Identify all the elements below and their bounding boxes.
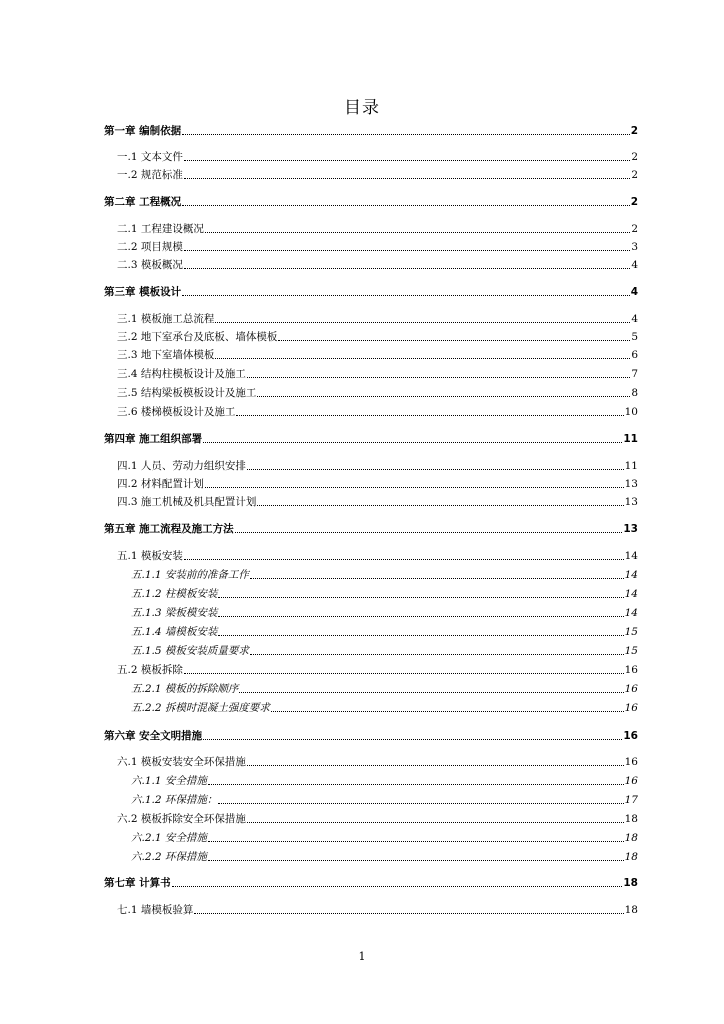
toc-entry[interactable]	[117, 549, 638, 563]
toc-entry[interactable]	[131, 568, 638, 582]
toc-entry-label: 一.2 规范标准	[117, 169, 183, 181]
toc-entry[interactable]	[131, 793, 638, 807]
toc-entry[interactable]	[131, 587, 638, 601]
toc-entry-page: 16	[623, 730, 638, 742]
toc-entry-page: 18	[623, 877, 638, 889]
toc-entry[interactable]	[131, 625, 638, 639]
toc-entry[interactable]	[117, 812, 638, 826]
toc-entry[interactable]	[131, 850, 638, 864]
toc-entry-page: 16	[624, 702, 638, 714]
toc-entry-page: 4	[631, 313, 638, 325]
toc-entry-page: 18	[624, 904, 638, 916]
toc-entry[interactable]	[117, 663, 638, 677]
toc-entry-page: 13	[624, 478, 638, 490]
toc-entry-label: 三.1 模板施工总流程	[117, 313, 215, 325]
toc-entry[interactable]	[117, 386, 638, 400]
toc-entry-page: 2	[631, 169, 638, 181]
leader-dots	[271, 711, 624, 712]
toc-entry-page: 8	[631, 387, 638, 399]
toc-entry-label: 三.5 结构梁板模板设计及施工	[117, 387, 257, 399]
toc-entry-chapter-5[interactable]	[104, 522, 638, 536]
toc-entry-page: 4	[631, 259, 638, 271]
toc-entry-page: 6	[631, 349, 638, 361]
toc-entry-page: 14	[624, 569, 638, 581]
leader-dots	[278, 340, 630, 341]
leader-dots	[184, 673, 624, 674]
leader-dots	[247, 822, 624, 823]
toc-entry-page: 5	[631, 331, 638, 343]
toc-entry-page: 16	[624, 775, 638, 787]
toc-entry-label: 三.6 楼梯模板设计及施工	[117, 406, 236, 418]
toc-entry-label: 三.2 地下室承台及底板、墙体模板	[117, 331, 278, 343]
toc-entry-label: 五.2 模板拆除	[117, 664, 183, 676]
toc-entry-page: 18	[624, 851, 638, 863]
toc-entry-label: 第四章 施工组织部署	[104, 433, 203, 445]
toc-entry-label: 五.1.2 柱模板安装	[131, 588, 218, 600]
leader-dots	[218, 803, 623, 804]
toc-entry-page: 7	[631, 368, 638, 380]
leader-dots	[184, 559, 624, 560]
toc-entry-page: 18	[624, 832, 638, 844]
leader-dots	[208, 784, 624, 785]
toc-entry-label: 六.2.2 环保措施	[131, 851, 207, 863]
toc-entry-label: 三.4 结构柱模板设计及施工	[117, 368, 246, 380]
leader-dots	[203, 739, 622, 740]
leader-dots	[250, 654, 624, 655]
toc-entry-chapter-7[interactable]	[104, 876, 638, 890]
toc-entry-label: 二.2 项目规模	[117, 241, 183, 253]
toc-entry-chapter-2[interactable]	[104, 195, 638, 209]
page-number: 1	[358, 950, 366, 963]
leader-dots	[182, 205, 630, 206]
toc-entry-label: 六.1.2 环保措施：	[131, 794, 218, 806]
toc-entry-chapter-1[interactable]	[104, 124, 638, 138]
toc-entry-label: 六.1 模板安装安全环保措施	[117, 756, 246, 768]
leader-dots	[236, 415, 623, 416]
leader-dots	[203, 442, 622, 443]
toc-entry[interactable]	[117, 348, 638, 362]
toc-entry[interactable]	[117, 459, 638, 473]
toc-entry-page: 2	[631, 223, 638, 235]
leader-dots	[184, 160, 630, 161]
leader-dots	[257, 396, 630, 397]
toc-entry-label: 五.1.5 模板安装质量要求	[131, 645, 249, 657]
toc-entry[interactable]	[131, 774, 638, 788]
toc-entry-label: 五.1 模板安装	[117, 550, 183, 562]
leader-dots	[247, 469, 624, 470]
toc-entry[interactable]	[131, 606, 638, 620]
toc-entry-label: 第七章 计算书	[104, 877, 171, 889]
toc-entry-page: 17	[624, 794, 638, 806]
leader-dots	[247, 765, 624, 766]
leader-dots	[182, 295, 630, 296]
toc-entry-page: 14	[624, 607, 638, 619]
toc-entry[interactable]	[117, 222, 638, 236]
leader-dots	[250, 578, 624, 579]
toc-entry-page: 2	[631, 151, 638, 163]
toc-entry-chapter-3[interactable]	[104, 285, 638, 299]
toc-entry[interactable]	[117, 405, 638, 419]
toc-entry-label: 五.2.2 拆模时混凝土强度要求	[131, 702, 270, 714]
toc-entry-label: 六.1.1 安全措施	[131, 775, 207, 787]
toc-entry-page: 2	[630, 125, 638, 137]
toc-title: 目录	[344, 98, 380, 118]
toc-entry-label: 第三章 模板设计	[104, 286, 182, 298]
toc-entry-page: 14	[624, 550, 638, 562]
toc-entry[interactable]	[117, 903, 638, 917]
toc-entry-page: 16	[624, 756, 638, 768]
leader-dots	[218, 597, 623, 598]
toc-entry-page: 11	[624, 460, 638, 472]
leader-dots	[172, 886, 623, 887]
toc-entry-label: 四.1 人员、劳动力组织安排	[117, 460, 246, 472]
toc-entry[interactable]	[117, 258, 638, 272]
leader-dots	[205, 487, 624, 488]
toc-entry-label: 第二章 工程概况	[104, 196, 182, 208]
leader-dots	[184, 178, 630, 179]
toc-entry-label: 第六章 安全文明措施	[104, 730, 203, 742]
leader-dots	[218, 635, 623, 636]
toc-entry-label: 四.2 材料配置计划	[117, 478, 204, 490]
toc-entry-page: 3	[631, 241, 638, 253]
toc-entry[interactable]	[117, 150, 638, 164]
toc-entry[interactable]	[131, 701, 638, 715]
toc-entry-page: 11	[623, 433, 638, 445]
toc-entry-page: 16	[624, 683, 638, 695]
toc-entry-label: 六.2 模板拆除安全环保措施	[117, 813, 246, 825]
toc-entry-page: 15	[624, 645, 638, 657]
leader-dots	[257, 505, 623, 506]
leader-dots	[235, 532, 623, 533]
toc-entry[interactable]	[117, 168, 638, 182]
toc-entry-label: 二.3 模板概况	[117, 259, 183, 271]
toc-entry-page: 16	[624, 664, 638, 676]
toc-entry[interactable]	[117, 312, 638, 326]
toc-entry[interactable]	[117, 330, 638, 344]
toc-entry[interactable]	[117, 755, 638, 769]
toc-entry-page: 15	[624, 626, 638, 638]
toc-entry-label: 六.2.1 安全措施	[131, 832, 207, 844]
toc-entry-chapter-4[interactable]	[104, 432, 638, 446]
toc-entry-label: 第一章 编制依据	[104, 125, 182, 137]
leader-dots	[184, 268, 630, 269]
toc-entry-label: 四.3 施工机械及机具配置计划	[117, 496, 257, 508]
toc-entry-label: 第五章 施工流程及施工方法	[104, 523, 234, 535]
leader-dots	[247, 377, 630, 378]
toc-entry-page: 2	[630, 196, 638, 208]
leader-dots	[194, 913, 623, 914]
leader-dots	[205, 232, 630, 233]
toc-entry[interactable]	[131, 682, 638, 696]
toc-entry-label: 五.1.4 墙模板安装	[131, 626, 218, 638]
toc-entry-label: 五.1.1 安装前的准备工作	[131, 569, 249, 581]
toc-entry-label: 五.1.3 梁板模安装	[131, 607, 218, 619]
leader-dots	[239, 692, 623, 693]
leader-dots	[184, 250, 630, 251]
toc-entry[interactable]	[117, 240, 638, 254]
leader-dots	[208, 860, 624, 861]
toc-entry-label: 三.3 地下室墙体模板	[117, 349, 215, 361]
toc-entry-page: 10	[624, 406, 638, 418]
toc-entry-page: 18	[624, 813, 638, 825]
toc-entry[interactable]	[131, 831, 638, 845]
toc-entry[interactable]	[117, 495, 638, 509]
leader-dots	[208, 841, 624, 842]
leader-dots	[215, 358, 630, 359]
toc-entry-label: 七.1 墙模板验算	[117, 904, 194, 916]
toc-entry-page: 13	[623, 523, 638, 535]
toc-entry-label: 五.2.1 模板的拆除顺序	[131, 683, 239, 695]
leader-dots	[218, 616, 623, 617]
toc-entry[interactable]	[117, 477, 638, 491]
leader-dots	[182, 134, 630, 135]
toc-entry-label: 一.1 文本文件	[117, 151, 183, 163]
toc-entry-chapter-6[interactable]	[104, 729, 638, 743]
toc-entry-page: 13	[624, 496, 638, 508]
toc-entry-page: 14	[624, 588, 638, 600]
toc-entry-page: 4	[630, 286, 638, 298]
toc-entry[interactable]	[117, 367, 638, 381]
toc-entry-label: 二.1 工程建设概况	[117, 223, 204, 235]
leader-dots	[215, 322, 630, 323]
toc-entry[interactable]	[131, 644, 638, 658]
